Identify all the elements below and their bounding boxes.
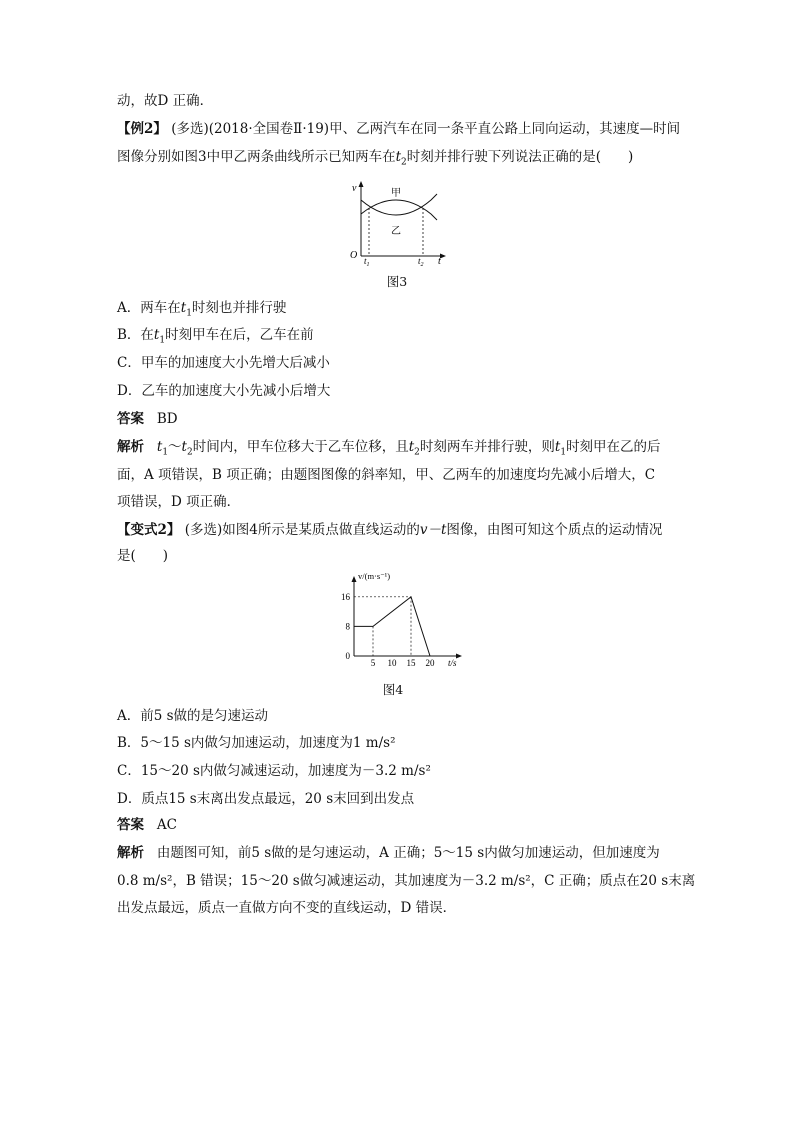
ex2-option-a: A．两车在$t_1$时刻也并排行驶 [117, 300, 287, 319]
ex2-analysis-line-2: 面，A 项错误，B 项正确；由题图图像的斜率知，甲、乙两车的加速度均先减小后增大，C [117, 467, 656, 483]
ex2-analysis-line-3: 项错误，D 项正确． [117, 494, 241, 510]
fig3-t-arrow [440, 254, 446, 259]
fig4-ytick-16: 16 [341, 591, 350, 602]
fig4-xtick-10: 10 [387, 658, 397, 668]
var2-answer: 答案 AC [117, 817, 177, 833]
fig4-x-label: t/s [448, 658, 457, 668]
fig3-v-label: v [352, 183, 357, 194]
fig4-xtick-20: 20 [425, 658, 435, 668]
fig3-t2-label: $t_2$ [418, 256, 424, 268]
fig3-t-label: t [438, 256, 441, 267]
figure-4 [330, 568, 470, 672]
example-2-tag: 【例2】 [117, 121, 167, 137]
example-2-stem-2b: 时刻并排行驶下列说法正确的是( ) [406, 149, 634, 165]
fig4-x-arrow [456, 654, 462, 659]
fig4-xtick-15: 15 [406, 658, 416, 668]
ex2-option-b: B．在$t_1$时刻甲车在后，乙车在前 [117, 327, 314, 346]
fig4-y-label: v/(m·s⁻¹) [358, 571, 391, 581]
fig4-ytick-8: 8 [345, 621, 350, 632]
figure-3-caption: 图3 [386, 274, 408, 289]
sub: 2 [401, 157, 407, 168]
fig3-origin: O [350, 250, 358, 261]
var2-analysis-line-3: 出发点最远，质点一直做方向不变的直线运动，D 错误． [117, 900, 457, 916]
fig4-y-arrow [352, 576, 357, 582]
fig3-jia-label: 甲 [391, 188, 401, 199]
intro-line: 动，故D 正确． [117, 93, 214, 109]
example-2-stem-1: (多选)(2018·全国卷Ⅱ·19)甲、乙两汽车在同一条平直公路上同向运动，其速度—时间 [171, 121, 681, 137]
figure-3 [345, 178, 450, 268]
var2-option-c: C．15～20 s内做匀减速运动，加速度为－3.2 m/s² [117, 763, 431, 779]
var2-analysis-line-1: 解析 由题图可知，前5 s做的是匀速运动，A 正确；5～15 s内做匀加速运动，但加速度为 [117, 845, 660, 861]
ex2-answer: 答案 BD [117, 411, 178, 427]
figure-4-caption: 图4 [382, 682, 404, 697]
fig4-ytick-0: 0 [345, 651, 350, 661]
variant-2-stem-line-2: 是( ) [117, 548, 169, 564]
ex2-option-d: D．乙车的加速度大小先减小后增大 [117, 383, 331, 399]
fig4-series-line [354, 597, 430, 656]
fig3-yi-label: 乙 [391, 226, 401, 237]
variant-2-tag: 【变式2】 [117, 522, 181, 538]
example-2-stem-2a: 图像分别如图3中甲乙两条曲线所示已知两车在 [117, 149, 396, 165]
fig4-xtick-5: 5 [370, 658, 376, 668]
var2-option-d: D．质点15 s末离出发点最远，20 s末回到出发点 [117, 791, 415, 807]
var2-analysis-line-2: 0.8 m/s²，B 错误；15～20 s做匀减速运动，其加速度为－3.2 m/s²，C 正确；质点在20 s末离 [117, 873, 696, 889]
example-2-stem-line-2 [117, 148, 633, 172]
var2-option-b: B．5～15 s内做匀加速运动，加速度为1 m/s² [117, 735, 396, 751]
var2-option-a: A．前5 s做的是匀速运动 [117, 708, 269, 724]
ex2-option-c: C．甲车的加速度大小先增大后减小 [117, 355, 330, 371]
fig3-t1-label: $t_1$ [364, 256, 370, 268]
var-t: t [395, 149, 402, 165]
fig3-curve-jia [361, 200, 437, 220]
variant-2-stem-line-1: 【变式2】 (多选)如图4所示是某质点做直线运动的v－t图像，由图可知这个质点的运动情况 [117, 522, 663, 538]
ex2-analysis-line-1: 解析 $t_1\sim t_2$时间内，甲车位移大于乙车位移，且$t_2$时刻两车并排行驶，则$t_1$时刻甲在乙的后 [117, 439, 661, 458]
fig3-v-arrow [359, 181, 364, 187]
example-2-stem-line-1 [117, 120, 680, 138]
